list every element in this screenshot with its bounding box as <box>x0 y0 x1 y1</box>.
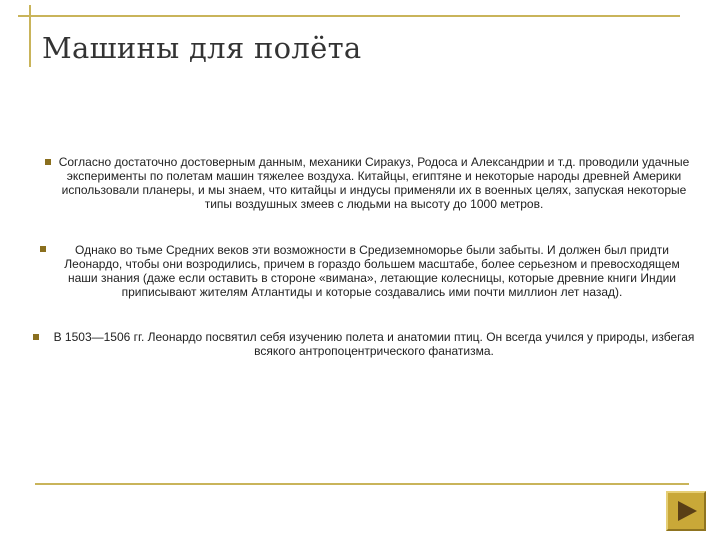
next-slide-button[interactable] <box>666 491 706 531</box>
play-arrow-icon <box>675 499 699 523</box>
bullet-text-3: В 1503—1506 гг. Леонардо посвятил себя изучению полета и анатомии птиц. Он всегда учился у природы, избегая всякого антропоцентрического фанатизма. <box>53 330 695 358</box>
bullet-square-icon <box>33 334 39 340</box>
frame-top-line <box>18 15 680 17</box>
bullet-text-1: Согласно достаточно достоверным данным, механики Сиракуз, Родоса и Александрии и т.д. проводили удачные эксперименты по полетам машин тяжелее воздуха. Китайцы, египтяне и некоторые народы древней Америки использовали планеры, и мы знаем, что китайцы и индусы применяли их в военных целях, запуская некоторые типы воздушных змеев с людьми на высоту до 1000 метров. <box>58 155 690 211</box>
bullet-square-icon <box>45 159 51 165</box>
frame-left-line <box>29 5 31 67</box>
frame-bottom-line <box>35 483 689 485</box>
bullet-square-icon <box>40 246 46 252</box>
slide-title: Машины для полёта <box>42 31 362 65</box>
bullet-text-2: Однако во тьме Средних веков эти возможности в Средиземноморье были забыты. И должен был придти Леонардо, чтобы они возродились, причем в гораздо большем масштабе, более серьезном и превосходящем наши знания (даже если оставить в стороне «вимана», летающие колесницы, которые древние книги Индии приписывают жителям Атлантиды и которые создавались ими почти миллион лет назад). <box>64 243 680 299</box>
